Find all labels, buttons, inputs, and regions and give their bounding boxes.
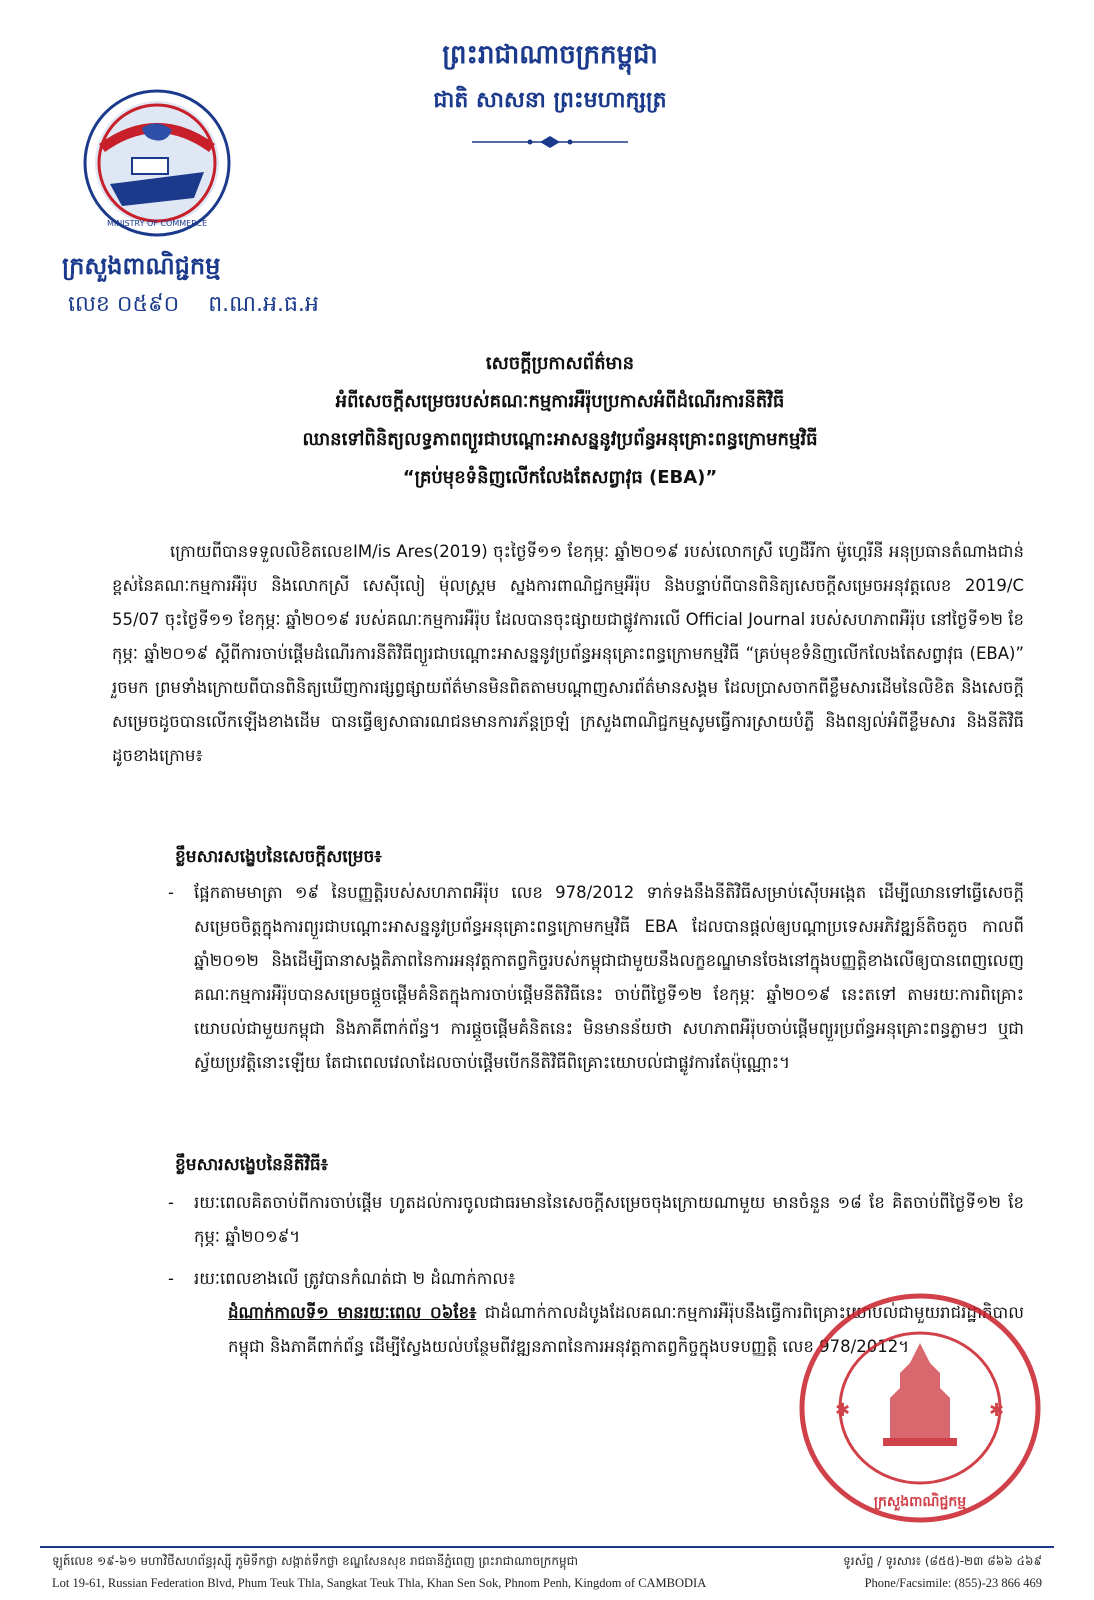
bullet-dash: -	[168, 1269, 174, 1288]
bullet-text: រយៈពេលខាងលើ ត្រូវបានកំណត់ជា ២ ដំណាក់កាល៖	[194, 1269, 516, 1288]
ministry-name: ក្រសួងពាណិជ្ជកម្ម	[62, 252, 221, 280]
phase-one-label: ដំណាក់កាលទី១ មានរយៈពេល ០៦ខែ៖	[228, 1303, 477, 1322]
kingdom-title: ព្រះរាជាណាចក្រកម្ពុជា	[442, 40, 658, 70]
bullet-dash: -	[168, 1193, 174, 1212]
bullet-decision-summary	[168, 876, 1024, 1080]
reference-number: លេខ ០៥៩០	[68, 292, 180, 317]
svg-text:✱: ✱	[989, 1400, 1005, 1421]
bullet-text: ផ្អែកតាមមាត្រា ១៩ នៃបញ្ញត្តិរបស់សហភាពអឺរ៉ុប លេខ 978/2012 ទាក់ទងនឹងនីតិវិធីសម្រាប់ស៊ើបអង្កេត ដើម្បីឈានទៅធ្វើសេចក្តីសម្រេចចិត្តក្នុងការព្យួរជាបណ្តោះអាសន្ននូវប្រព័ន្ធអនុគ្រោះពន្ធក្រោមកម្មវិធី EBA ដែលបានផ្តល់ឲ្យបណ្តាប្រទេសអភិវឌ្ឍន៍តិចតួច កាលពីឆ្នាំ២០១២ និងដើម្បីធានាសង្គតិភាពនៃការអនុវត្តកាតព្វកិច្ចរបស់កម្ពុជាជាមួយនឹងលក្ខខណ្ឌមានចែងនៅក្នុងបញ្ញត្តិខាងលើឲ្យបានពេញលេញ គណៈកម្មការអឺរ៉ុបបានសម្រេចផ្តួចផ្តើមគំនិតក្នុងការចាប់ផ្តើមនីតិវិធីនេះ ចាប់ពីថ្ងៃទី១២ ខែកុម្ភៈ ឆ្នាំ២០១៩ នេះតទៅ តាមរយៈការពិគ្រោះយោបល់ជាមួយកម្ពុជា និងភាគីពាក់ព័ន្ធ។ ការផ្តួចផ្តើមគំនិតនេះ មិនមានន័យថា សហភាពអឺរ៉ុបចាប់ផ្តើមព្យួរប្រព័ន្ធអនុគ្រោះពន្ធភ្លាមៗ ឬជាស្វ័យប្រវត្តិនោះឡើយ តែជាពេលវេលាដែលចាប់ផ្តើមបើកនីតិវិធីពិគ្រោះយោបល់ជាផ្លូវការតែប៉ុណ្ណោះ។	[194, 883, 1024, 1072]
bullet-text: រយៈពេលគិតចាប់ពីការចាប់ផ្តើម ហូតដល់ការចូលជាធរមាននៃសេចក្តីសម្រេចចុងក្រោយណាមួយ មានចំនួន ១៨ ខែ គិតចាប់ពីថ្ងៃទី១២ ខែកុម្ភៈ ឆ្នាំ២០១៩។	[194, 1193, 1024, 1246]
footer-phone-km: ទូរស័ព្ទ / ទូរសារ៖ (៨៥៥)-២៣ ៨៦៦ ៤៦៩	[843, 1554, 1042, 1568]
footer-khmer	[52, 1552, 1042, 1570]
official-stamp	[795, 1288, 1045, 1528]
document-title	[170, 345, 950, 497]
logo-text: MINISTRY OF COMMERCE	[106, 219, 208, 228]
section-heading-procedure: ខ្លឹមសារសង្ខេបនៃនីតិវិធី៖	[175, 1155, 329, 1175]
intro-paragraph: ក្រោយពីបានទទួលលិខិតលេខIM/is Ares(2019) ចុះថ្ងៃទី១១ ខែកុម្ភៈ ឆ្នាំ២០១៩ របស់លោកស្រី ហ្វេដឺរីកា ម៉ូហ្គេរីនី អនុប្រធានតំណាងជាន់ខ្ពស់នៃគណៈកម្មការអឺរ៉ុប និងលោកស្រី សេស៊ីលៀ ម៉ុលស្ត្រម ស្នងការពាណិជ្ជកម្មអឺរ៉ុប និងបន្ទាប់ពីបានពិនិត្យសេចក្តីសម្រេចអនុវត្តលេខ 2019/C 55/07 ចុះថ្ងៃទី១១ ខែកុម្ភៈ ឆ្នាំ២០១៩ របស់គណៈកម្មការអឺរ៉ុប ដែលបានចុះផ្សាយជាផ្លូវការលើ Official Journal របស់សហភាពអឺរ៉ុប នៅថ្ងៃទី១២ ខែកុម្ភៈ ឆ្នាំ២០១៩ ស្តីពីការចាប់ផ្តើមដំណើរការនីតិវិធីព្យួរជាបណ្តោះអាសន្ននូវប្រព័ន្ធអនុគ្រោះពន្ធក្រោមកម្មវិធី “គ្រប់មុខទំនិញលើកលែងតែសព្វាវុធ (EBA)” រួចមក ព្រមទាំងក្រោយពីបានពិនិត្យឃើញការផ្សព្វផ្សាយព័ត៌មានមិនពិតតាមបណ្តាញសារព័ត៌មានសង្គម ដែលប្រាសចាកពីខ្លឹមសារដើមនៃលិខិត និងសេចក្តីសម្រេចដូចបានលើកឡើងខាងដើម បានធ្វើឲ្យសាធារណជនមានការភ័ន្តច្រឡំ ក្រសួងពាណិជ្ជកម្មសូមធ្វើការស្រាយបំភ្លឺ និងពន្យល់អំពីខ្លឹមសារ និងនីតិវិធី ដូចខាងក្រោម៖	[112, 542, 1024, 765]
section-heading-decision: ខ្លឹមសារសង្ខេបនៃសេចក្តីសម្រេច៖	[175, 847, 382, 867]
svg-text:✱: ✱	[835, 1400, 851, 1421]
reference-code: ព.ណ.អ.ធ.អ	[208, 292, 319, 317]
title-line-4: “គ្រប់មុខទំនិញលើកលែងតែសព្វាវុធ (EBA)”	[402, 467, 718, 488]
ornament-divider	[470, 134, 630, 150]
footer-address-km: ឡូត៍លេខ ១៩-៦១ មហាវិថីសហព័ន្ធរុស្ស៊ី ភូមិទឹកថ្លា សង្កាត់ទឹកថ្លា ខណ្ឌសែនសុខ រាជធានីភ្នំពេញ ព្រះរាជាណាចក្រកម្ពុជា	[52, 1554, 579, 1568]
title-line-1: សេចក្តីប្រកាសព័ត៌មាន	[485, 353, 635, 374]
bullet-dash: -	[168, 883, 174, 902]
bullet-procedure-duration	[168, 1186, 1024, 1254]
ministry-logo	[82, 88, 232, 238]
title-line-2: អំពីសេចក្តីសម្រេចរបស់គណៈកម្មការអឺរ៉ុបប្រកាសអំពីដំណើរការនីតិវិធី	[335, 391, 785, 412]
footer-english	[52, 1574, 1042, 1592]
footer-divider	[40, 1546, 1054, 1548]
stamp-text: ក្រសួងពាណិជ្ជកម្ម	[873, 1494, 967, 1510]
phase-one-text: ជាដំណាក់កាលដំបូងដែលគណៈកម្មការអឺរ៉ុបនឹងធ្វើការពិគ្រោះយោបល់ជាមួយរាជរដ្ឋាភិបាលកម្ពុជា និងភាគីពាក់ព័ន្ធ ដើម្បីស្វែងយល់បន្ថែមពីវឌ្ឍនភាពនៃការអនុវត្តកាតព្វកិច្ចក្នុងបទបញ្ញត្តិ លេខ 978/2012។	[228, 1303, 1024, 1356]
footer-phone-en: Phone/Facsimile: (855)-23 866 469	[864, 1576, 1042, 1590]
reference-number-line	[68, 290, 341, 320]
title-line-3: ឈានទៅពិនិត្យលទ្ធភាពព្យួរជាបណ្តោះអាសន្ននូវប្រព័ន្ធអនុគ្រោះពន្ធក្រោមកម្មវិធី	[302, 429, 818, 450]
footer-address-en: Lot 19-61, Russian Federation Blvd, Phum Teuk Thla, Sangkat Teuk Thla, Khan Sen Sok, Phnom Penh, Kingdom of CAMBODIA	[52, 1576, 707, 1590]
national-motto: ជាតិ សាសនា ព្រះមហាក្សត្រ	[433, 88, 667, 113]
